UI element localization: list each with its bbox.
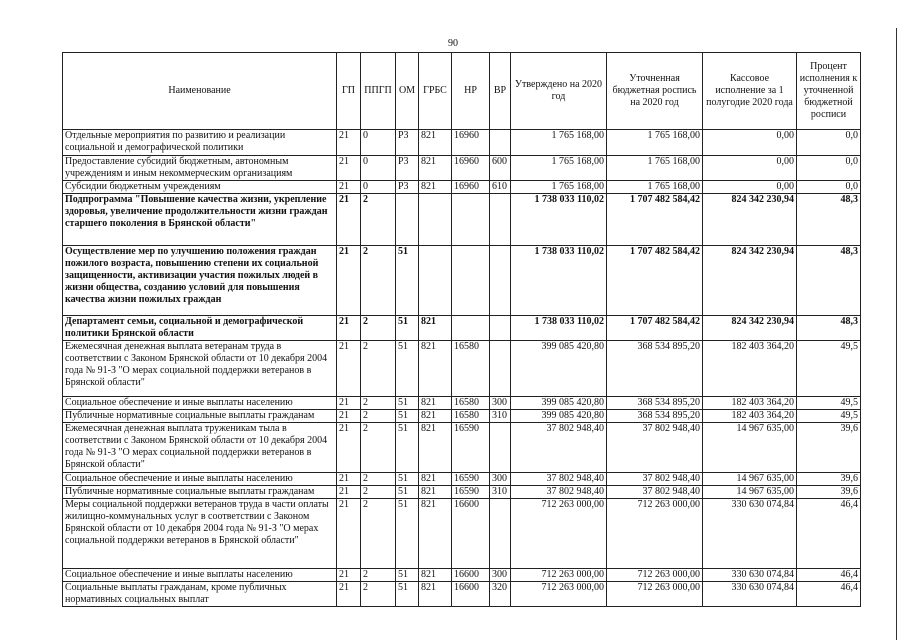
cell-cash: 0,00 (703, 130, 797, 156)
cell-np (452, 246, 490, 316)
cell-gp: 21 (337, 246, 361, 316)
cell-np: 16600 (452, 569, 490, 582)
cell-percent: 46,4 (797, 582, 861, 607)
cell-grbs: 821 (419, 582, 452, 607)
table-row (63, 582, 861, 607)
cell-gp: 21 (337, 130, 361, 156)
cell-name: Публичные нормативные социальные выплаты гражданам (63, 486, 337, 499)
cell-name: Субсидии бюджетным учреждениям (63, 181, 337, 194)
page-edge-line (896, 28, 897, 640)
table-row (63, 181, 861, 194)
cell-np: 16590 (452, 473, 490, 486)
header-ppgp: ППГП (361, 53, 396, 130)
cell-np: 16960 (452, 181, 490, 194)
cell-ppgp: 2 (361, 473, 396, 486)
cell-grbs: 821 (419, 473, 452, 486)
cell-approved: 712 263 000,00 (511, 499, 607, 569)
cell-name: Публичные нормативные социальные выплаты гражданам (63, 410, 337, 423)
header-np: НР (452, 53, 490, 130)
cell-cash: 824 342 230,94 (703, 316, 797, 341)
cell-grbs (419, 194, 452, 246)
cell-cash: 182 403 364,20 (703, 341, 797, 397)
cell-percent: 39,6 (797, 486, 861, 499)
cell-om: 51 (396, 473, 419, 486)
cell-ppgp: 2 (361, 246, 396, 316)
cell-percent: 48,3 (797, 316, 861, 341)
cell-approved: 37 802 948,40 (511, 423, 607, 473)
cell-name: Департамент семьи, социальной и демографической политики Брянской области (63, 316, 337, 341)
cell-percent: 46,4 (797, 569, 861, 582)
cell-percent: 46,4 (797, 499, 861, 569)
table-row (63, 473, 861, 486)
cell-percent: 48,3 (797, 246, 861, 316)
cell-np (452, 194, 490, 246)
cell-refined: 368 534 895,20 (607, 397, 703, 410)
cell-vr: 320 (490, 582, 511, 607)
cell-name: Предоставление субсидий бюджетным, автономным учреждениям и иным некоммерческим организациям (63, 156, 337, 181)
cell-percent: 48,3 (797, 194, 861, 246)
cell-gp: 21 (337, 156, 361, 181)
cell-vr (490, 499, 511, 569)
table-row (63, 194, 861, 246)
cell-gp: 21 (337, 397, 361, 410)
cell-percent: 39,6 (797, 473, 861, 486)
header-vr: ВР (490, 53, 511, 130)
cell-name: Осуществление мер по улучшению положения граждан пожилого возраста, повышению степени их социальной защищенности, активизации участия пожилых людей в жизни общества, созданию условий для повышения качества жизни пожилых граждан (63, 246, 337, 316)
table-row (63, 410, 861, 423)
cell-percent: 39,6 (797, 423, 861, 473)
cell-percent: 0,0 (797, 156, 861, 181)
cell-refined: 1 707 482 584,42 (607, 316, 703, 341)
cell-om: 51 (396, 569, 419, 582)
cell-grbs: 821 (419, 499, 452, 569)
cell-cash: 182 403 364,20 (703, 410, 797, 423)
cell-refined: 1 707 482 584,42 (607, 194, 703, 246)
header-grbs: ГРБС (419, 53, 452, 130)
cell-approved: 1 765 168,00 (511, 181, 607, 194)
cell-name: Социальное обеспечение и иные выплаты населению (63, 473, 337, 486)
cell-om: 51 (396, 582, 419, 607)
cell-gp: 21 (337, 473, 361, 486)
table-row (63, 486, 861, 499)
cell-grbs: 821 (419, 341, 452, 397)
header-refined: Уточненная бюджетная роспись на 2020 год (607, 53, 703, 130)
cell-ppgp: 2 (361, 486, 396, 499)
cell-grbs: 821 (419, 316, 452, 341)
cell-vr (490, 423, 511, 473)
cell-name: Меры социальной поддержки ветеранов труда в части оплаты жилищно-коммунальных услуг в соответствии с Законом Брянской области от 10 декабря 2004 года № 91-З "О мерах социальной поддержки ветеранов в Брянской области" (63, 499, 337, 569)
cell-np: 16960 (452, 130, 490, 156)
cell-ppgp: 2 (361, 194, 396, 246)
cell-ppgp: 2 (361, 410, 396, 423)
cell-vr (490, 341, 511, 397)
cell-vr: 300 (490, 397, 511, 410)
cell-ppgp: 2 (361, 341, 396, 397)
cell-name: Отдельные мероприятия по развитию и реализации социальной и демографической политики (63, 130, 337, 156)
cell-ppgp: 2 (361, 499, 396, 569)
cell-percent: 0,0 (797, 130, 861, 156)
cell-ppgp: 2 (361, 423, 396, 473)
cell-gp: 21 (337, 486, 361, 499)
cell-grbs (419, 246, 452, 316)
cell-cash: 0,00 (703, 156, 797, 181)
cell-refined: 712 263 000,00 (607, 499, 703, 569)
cell-vr (490, 316, 511, 341)
cell-grbs: 821 (419, 569, 452, 582)
cell-np: 16960 (452, 156, 490, 181)
cell-om: 51 (396, 410, 419, 423)
table-row (63, 341, 861, 397)
cell-om: 51 (396, 499, 419, 569)
cell-np: 16580 (452, 397, 490, 410)
cell-gp: 21 (337, 410, 361, 423)
header-gp: ГП (337, 53, 361, 130)
cell-approved: 712 263 000,00 (511, 582, 607, 607)
cell-om: Р3 (396, 156, 419, 181)
table-row (63, 130, 861, 156)
cell-approved: 1 738 033 110,02 (511, 246, 607, 316)
cell-cash: 14 967 635,00 (703, 486, 797, 499)
cell-refined: 37 802 948,40 (607, 423, 703, 473)
cell-refined: 1 765 168,00 (607, 130, 703, 156)
cell-grbs: 821 (419, 130, 452, 156)
cell-om: 51 (396, 486, 419, 499)
cell-approved: 37 802 948,40 (511, 473, 607, 486)
header-percent: Процент исполнения к уточненной бюджетной росписи (797, 53, 861, 130)
header-cash: Кассовое исполнение за 1 полугодие 2020 года (703, 53, 797, 130)
cell-name: Социальное обеспечение и иные выплаты населению (63, 569, 337, 582)
cell-vr (490, 246, 511, 316)
cell-gp: 21 (337, 582, 361, 607)
cell-name: Ежемесячная денежная выплата труженикам тыла в соответствии с Законом Брянской области от 10 декабря 2004 года № 91-З "О мерах социальной поддержки ветеранов в Брянской области" (63, 423, 337, 473)
cell-om: 51 (396, 397, 419, 410)
cell-np: 16580 (452, 341, 490, 397)
header-om: ОМ (396, 53, 419, 130)
cell-approved: 399 085 420,80 (511, 341, 607, 397)
table-header-row (63, 53, 861, 130)
cell-gp: 21 (337, 341, 361, 397)
cell-approved: 1 738 033 110,02 (511, 316, 607, 341)
cell-ppgp: 2 (361, 569, 396, 582)
cell-np (452, 316, 490, 341)
cell-np: 16600 (452, 499, 490, 569)
cell-ppgp: 2 (361, 316, 396, 341)
cell-gp: 21 (337, 499, 361, 569)
cell-vr (490, 130, 511, 156)
table-row (63, 156, 861, 181)
cell-om: Р3 (396, 181, 419, 194)
table-body (63, 130, 861, 607)
cell-gp: 21 (337, 316, 361, 341)
cell-grbs: 821 (419, 397, 452, 410)
cell-name: Социальные выплаты гражданам, кроме публичных нормативных социальных выплат (63, 582, 337, 607)
cell-percent: 0,0 (797, 181, 861, 194)
cell-ppgp: 0 (361, 181, 396, 194)
cell-np: 16580 (452, 410, 490, 423)
cell-approved: 712 263 000,00 (511, 569, 607, 582)
cell-percent: 49,5 (797, 410, 861, 423)
cell-om: Р3 (396, 130, 419, 156)
cell-refined: 1 765 168,00 (607, 156, 703, 181)
cell-grbs: 821 (419, 156, 452, 181)
table-row (63, 316, 861, 341)
page-number: 90 (448, 38, 458, 49)
cell-cash: 824 342 230,94 (703, 246, 797, 316)
header-name: Наименование (63, 53, 337, 130)
cell-name: Подпрограмма "Повышение качества жизни, укрепление здоровья, увеличение продолжительности жизни граждан старшего поколения в Брянской области" (63, 194, 337, 246)
table-row (63, 569, 861, 582)
cell-approved: 37 802 948,40 (511, 486, 607, 499)
cell-approved: 1 765 168,00 (511, 156, 607, 181)
cell-cash: 182 403 364,20 (703, 397, 797, 410)
cell-np: 16590 (452, 423, 490, 473)
cell-gp: 21 (337, 423, 361, 473)
cell-approved: 399 085 420,80 (511, 397, 607, 410)
cell-cash: 824 342 230,94 (703, 194, 797, 246)
table-row (63, 423, 861, 473)
cell-np: 16600 (452, 582, 490, 607)
cell-cash: 330 630 074,84 (703, 569, 797, 582)
cell-approved: 1 738 033 110,02 (511, 194, 607, 246)
cell-ppgp: 2 (361, 582, 396, 607)
cell-refined: 368 534 895,20 (607, 410, 703, 423)
cell-grbs: 821 (419, 423, 452, 473)
cell-om: 51 (396, 316, 419, 341)
cell-cash: 0,00 (703, 181, 797, 194)
cell-cash: 14 967 635,00 (703, 473, 797, 486)
cell-vr: 600 (490, 156, 511, 181)
header-approved: Утверждено на 2020 год (511, 53, 607, 130)
cell-refined: 37 802 948,40 (607, 473, 703, 486)
table-row (63, 246, 861, 316)
cell-refined: 1 765 168,00 (607, 181, 703, 194)
cell-approved: 399 085 420,80 (511, 410, 607, 423)
cell-om: 51 (396, 341, 419, 397)
cell-gp: 21 (337, 569, 361, 582)
cell-percent: 49,5 (797, 341, 861, 397)
cell-name: Социальное обеспечение и иные выплаты населению (63, 397, 337, 410)
cell-ppgp: 2 (361, 397, 396, 410)
cell-percent: 49,5 (797, 397, 861, 410)
cell-refined: 368 534 895,20 (607, 341, 703, 397)
cell-om: 51 (396, 246, 419, 316)
cell-gp: 21 (337, 181, 361, 194)
cell-vr: 310 (490, 486, 511, 499)
cell-grbs: 821 (419, 410, 452, 423)
cell-refined: 37 802 948,40 (607, 486, 703, 499)
table-row (63, 397, 861, 410)
cell-cash: 330 630 074,84 (703, 499, 797, 569)
cell-approved: 1 765 168,00 (511, 130, 607, 156)
cell-refined: 1 707 482 584,42 (607, 246, 703, 316)
cell-np: 16590 (452, 486, 490, 499)
cell-vr: 310 (490, 410, 511, 423)
cell-om (396, 194, 419, 246)
cell-ppgp: 0 (361, 130, 396, 156)
cell-cash: 14 967 635,00 (703, 423, 797, 473)
table-row (63, 499, 861, 569)
cell-vr: 300 (490, 569, 511, 582)
cell-refined: 712 263 000,00 (607, 569, 703, 582)
cell-ppgp: 0 (361, 156, 396, 181)
cell-grbs: 821 (419, 181, 452, 194)
cell-refined: 712 263 000,00 (607, 582, 703, 607)
cell-om: 51 (396, 423, 419, 473)
cell-vr: 610 (490, 181, 511, 194)
budget-table (62, 52, 861, 607)
cell-vr: 300 (490, 473, 511, 486)
cell-name: Ежемесячная денежная выплата ветеранам труда в соответствии с Законом Брянской области от 10 декабря 2004 года № 91-З "О мерах социальной поддержки ветеранов в Брянской области" (63, 341, 337, 397)
cell-grbs: 821 (419, 486, 452, 499)
cell-vr (490, 194, 511, 246)
cell-cash: 330 630 074,84 (703, 582, 797, 607)
cell-gp: 21 (337, 194, 361, 246)
